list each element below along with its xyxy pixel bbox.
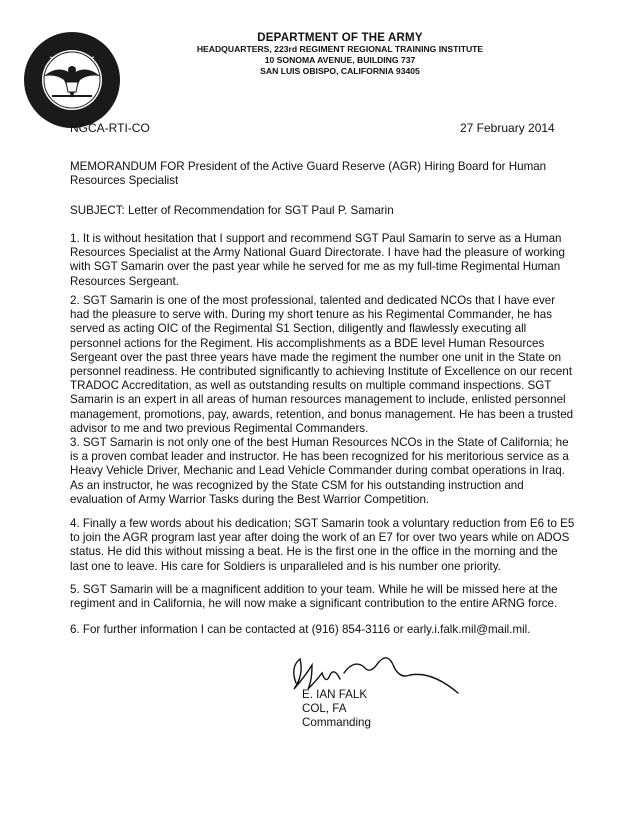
letter-date: 27 February 2014 [460,121,555,135]
department-of-defense-seal-icon [22,30,122,130]
paragraph-6: 6. For further information I can be contacted at (916) 854-3116 or early.i.falk.mil@mail.mil. [70,623,531,636]
letterhead [130,32,550,77]
paragraph-3: 3. SGT Samarin is not only one of the best Human Resources NCOs in the State of California; he is a proven combat leader and instructor. He has been recognized for his meritorious service as a Heavy Vehicle Driver, Mechanic and Lead Vehicle Commander during combat operations in Iraq. As an instructor, he was recognized by the State CSM for his outstanding instruction and evaluation of Army Warrior Tasks during the Best Warrior Competition. [70,436,569,506]
subject-line: SUBJECT: Letter of Recommendation for SGT Paul P. Samarin [70,204,394,217]
signature-block [302,688,371,731]
department-title: DEPARTMENT OF THE ARMY [257,32,423,44]
memorandum-for: MEMORANDUM FOR President of the Active Guard Reserve (AGR) Hiring Board for Human Resources Specialist [70,160,547,188]
letterhead-line-3: SAN LUIS OBISPO, CALIFORNIA 93405 [260,66,420,76]
paragraph-1: 1. It is without hesitation that I support and recommend SGT Paul Samarin to serve as a Human Resources Specialist at the Army National Guard Directorate. I have had the pleasure of working with SGT Samarin over the past year while he served for me as my full-time Regimental Human Resources Sergeant. [70,232,565,288]
office-symbol: NGCA-RTI-CO [70,121,150,135]
paragraph-5: 5. SGT Samarin will be a magnificent addition to your team. While he will be missed here at the regiment and in California, he will now make a significant contribution to the entire ARNG force. [70,583,558,611]
paragraph-4: 4. Finally a few words about his dedication; SGT Samarin took a voluntary reduction from E6 to E5 to join the AGR program last year after doing the work of an E7 for over two years while on ADOS status. He did this without missing a beat. He is the first one in the office in the morning and the last one to leave. His care for Soldiers is unparalleled and is his number one priority. [70,517,575,573]
signer-rank: COL, FA [302,702,347,716]
signer-title: Commanding [302,716,371,730]
letterhead-line-2: 10 SONOMA AVENUE, BUILDING 737 [264,55,416,65]
paragraph-2: 2. SGT Samarin is one of the most professional, talented and dedicated NCOs that I have ever had the pleasure to serve with. During my short tenure as his Regimental Commander, he has served as acting OIC of the Regimental S1 Section, diligently and flawlessly executing all personnel actions for the Regiment. His accomplishments as a BDE level Human Resources Sergeant over the past three years have made the regiment the number one unit in the State on personnel readiness. He contributed significantly to achieving Institute of Excellence on our recent TRADOC Accreditation, as well as outstanding results on multiple command inspections. SGT Samarin is an expert in all areas of human resources management to include, enlisted personnel management, promotions, pay, awards, retention, and bonus management. He has been a trusted advisor to me and two previous Regimental Commanders. [70,294,574,435]
letterhead-line-1: HEADQUARTERS, 223rd REGIMENT REGIONAL TRAINING INSTITUTE [196,44,484,54]
signer-name: E. IAN FALK [302,688,368,701]
